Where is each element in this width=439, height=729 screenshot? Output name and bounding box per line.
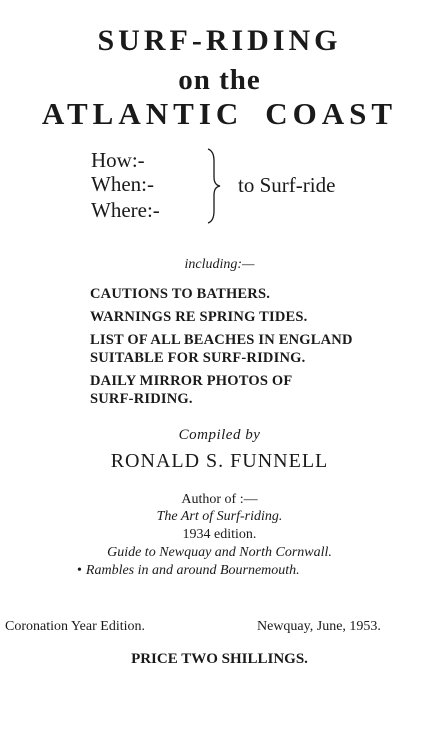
contents-item: SUITABLE FOR SURF-RIDING.	[90, 350, 306, 366]
other-work-title: Guide to Newquay and North Cornwall.	[107, 545, 332, 560]
including-label: including:—	[184, 257, 255, 272]
other-work-title: Rambles in and around Bournemouth.	[85, 563, 300, 578]
title-line-atlantic-coast	[0, 96, 439, 132]
edition-note: Coronation Year Edition.	[5, 619, 145, 634]
place-date: Newquay, June, 1953.	[257, 619, 381, 634]
author-name: RONALD S. FUNNELL	[110, 450, 329, 472]
other-work-edition: 1934 edition.	[182, 527, 257, 542]
title-word-coast: COAST	[265, 96, 398, 131]
contents-item: DAILY MIRROR PHOTOS OF	[90, 373, 293, 389]
other-work-title-item	[77, 563, 300, 579]
to-surf-ride-label: to Surf-ride	[238, 173, 336, 197]
title-line-on-the: on the	[178, 64, 261, 96]
title-word-atlantic: ATLANTIC	[41, 96, 244, 131]
where-item: Where:-	[91, 198, 160, 222]
compiled-by-label: Compiled by	[178, 427, 261, 443]
bullet-icon: •	[77, 563, 82, 578]
contents-item: LIST OF ALL BEACHES IN ENGLAND	[90, 332, 353, 348]
contents-item: WARNINGS RE SPRING TIDES.	[90, 309, 308, 325]
other-work-title: The Art of Surf-riding.	[156, 509, 283, 524]
how-item: How:-	[91, 148, 145, 172]
title-line-surf-riding: SURF-RIDING	[97, 24, 342, 57]
contents-item: CAUTIONS TO BATHERS.	[90, 286, 271, 302]
price-label: PRICE TWO SHILLINGS.	[131, 651, 308, 667]
when-item: When:-	[91, 172, 154, 196]
contents-item: SURF-RIDING.	[90, 391, 193, 407]
curly-brace-icon	[205, 147, 223, 225]
author-of-label: Author of :—	[181, 492, 258, 507]
